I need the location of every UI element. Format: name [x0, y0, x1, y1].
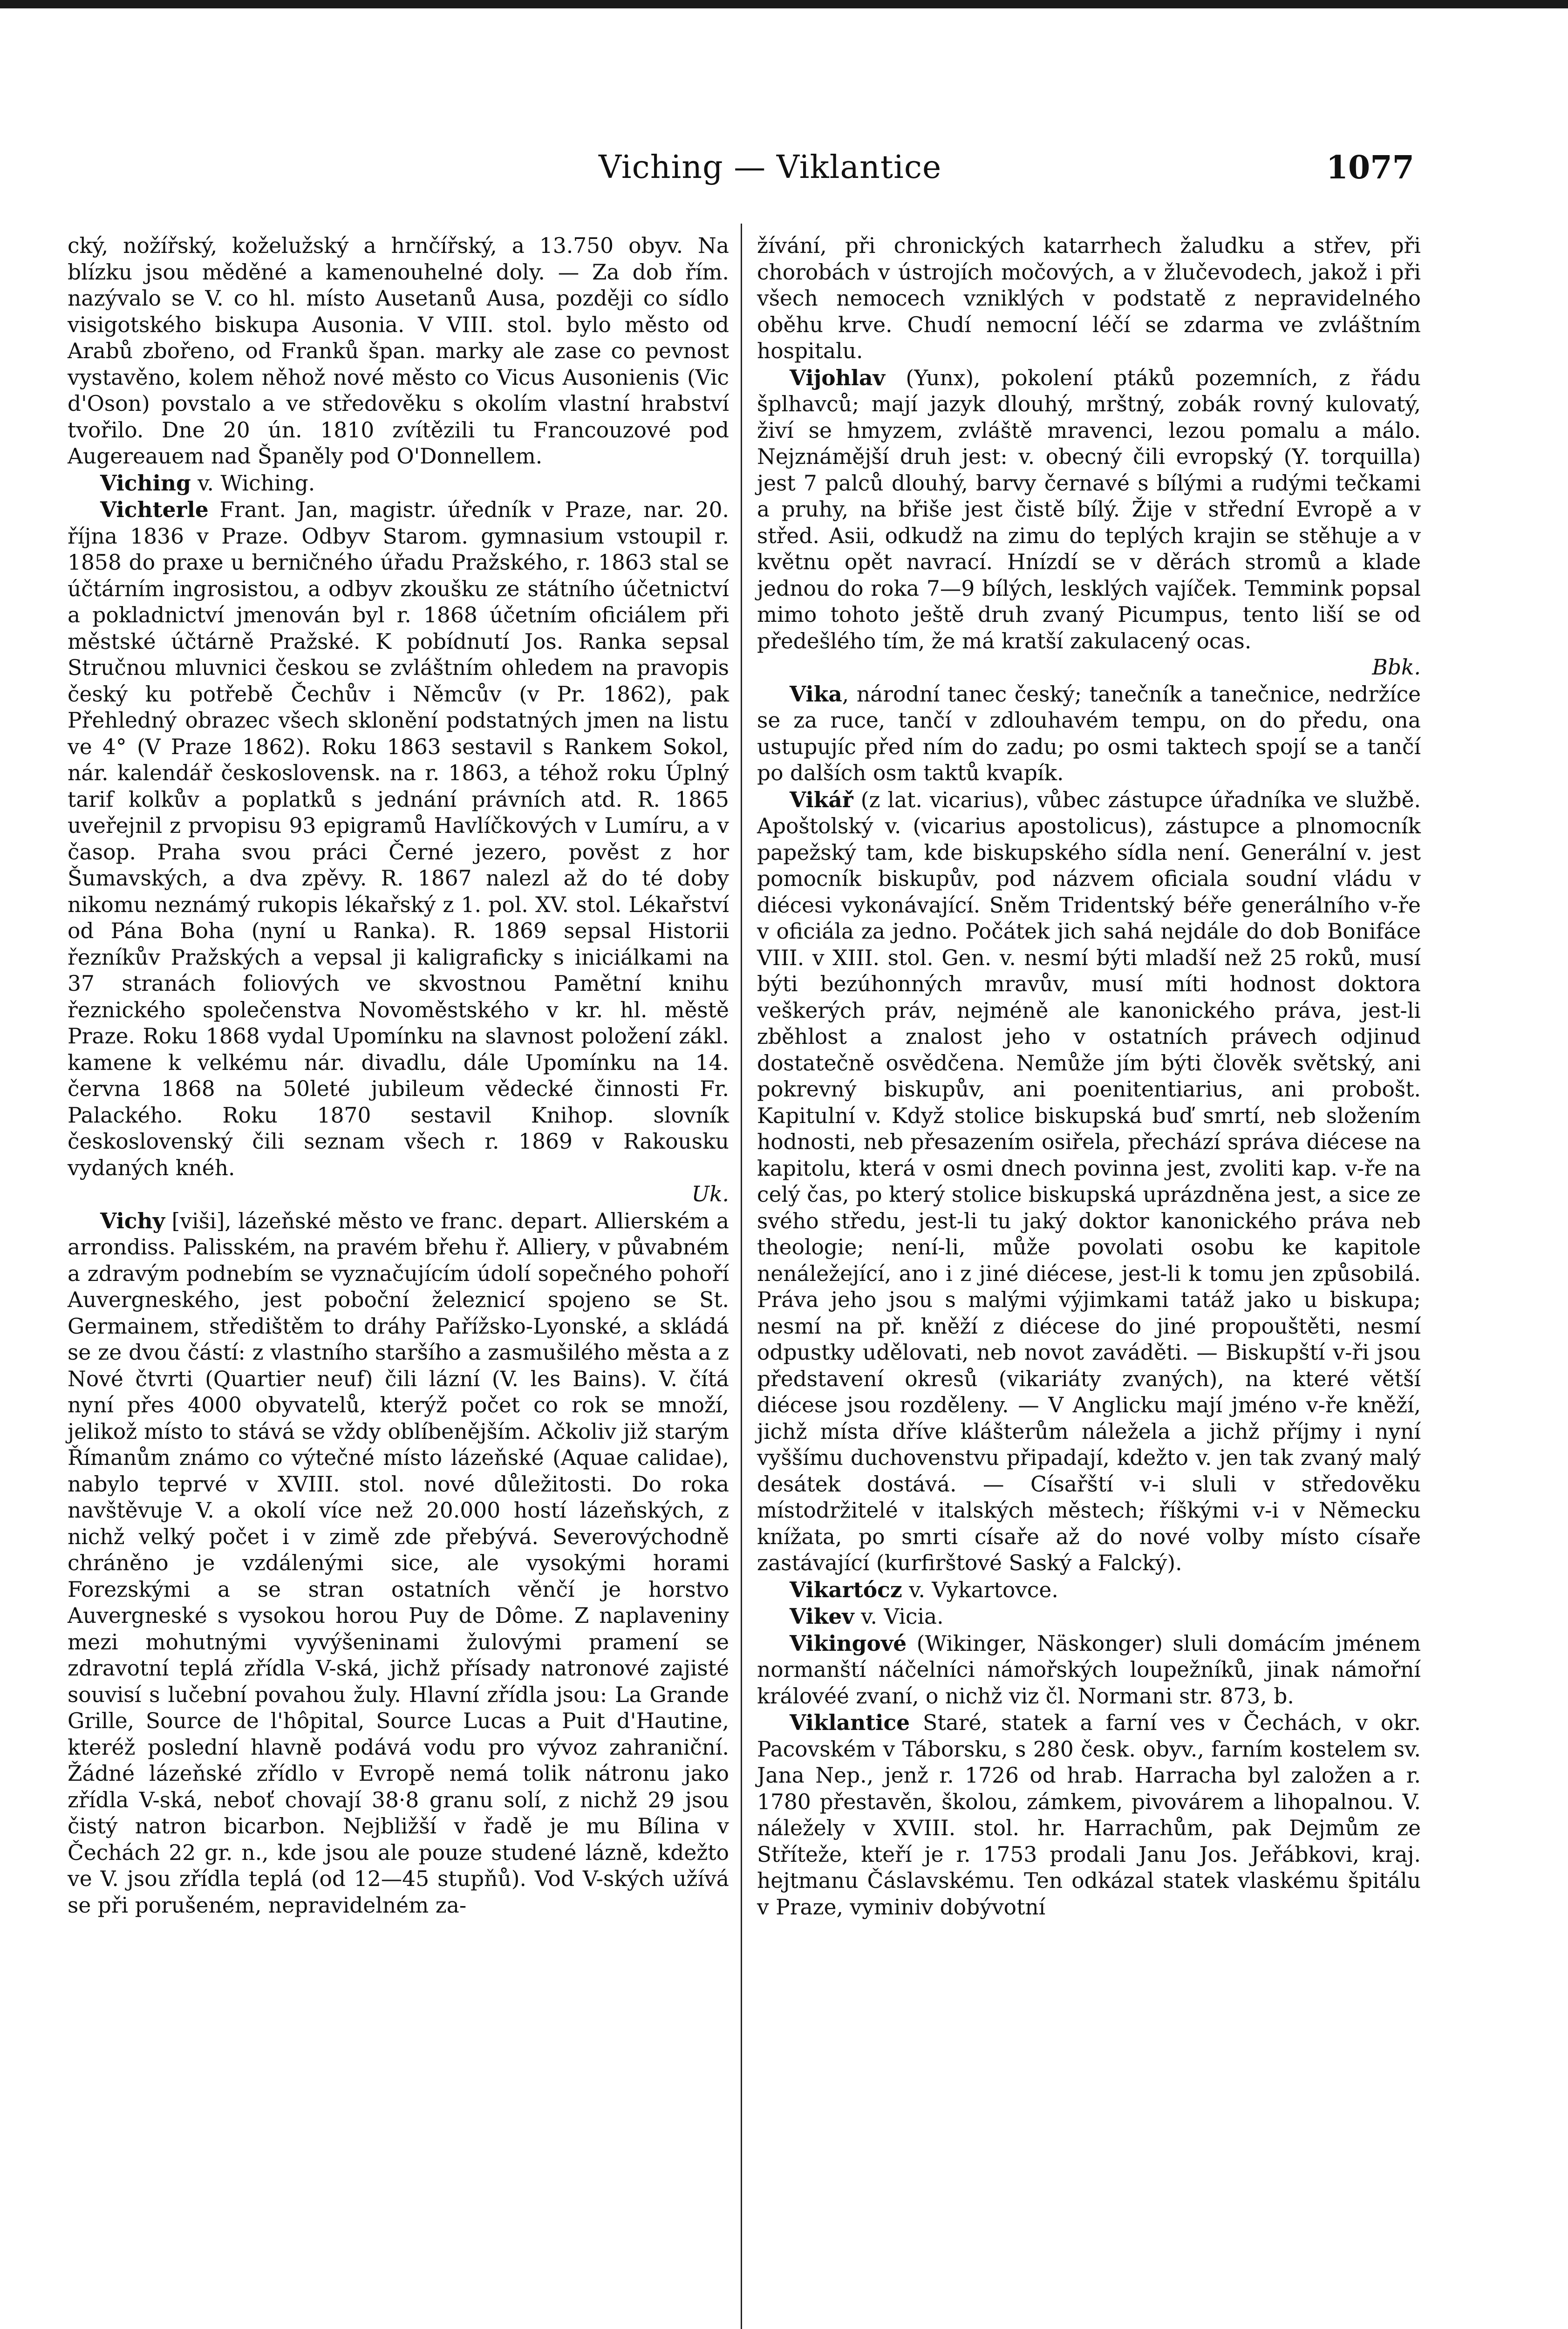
author-signature: Bbk. [1372, 655, 1421, 680]
right-column [757, 233, 1421, 1920]
scan-edge [0, 0, 1568, 8]
entry-vijohlav [757, 365, 1421, 681]
headword: Vichterle [100, 497, 209, 522]
entry-text: [viši], lázeňské město ve franc. depart. Allierském a arrondiss. Palisském, na pravém břehu ř. Alliery, v půvabném a zdravým podnebím se vyznačujícím údolí sopečného pohoří Auvergneského, jest poboční železnicí spojeno se St. Germainem, středištěm to dráhy Pařížsko-Lyonské, a skládá se ze dvou částí: z vlastního staršího a zasmušilého města a z Nové čtvrti (Quartier neuf) čili lázní (V. les Bains). V. čítá nyní přes 4000 obyvatelů, kterýž počet co rok se množí, jelikož místo to stává se vždy oblíbenějším. Ačkoliv již starým Římanům známo co výtečné místo lázeňské (Aquae calidae), nabylo teprvé v XVIII. stol. nové důležitosti. Do roka navštěvuje V. a okolí více než 20.000 hostí lázeňských, z nichž velký počet i v zimě zde přebývá. Severovýchodně chráněno je vzdálenými sice, ale vysokými horami Forezskými a se stran ostatních věnčí je horstvo Auvergneské s vysokou horou Puy de Dôme. Z naplaveniny mezi mohutnými vyvýšeninami žulovými pramení se zdravotní teplá zřídla V-ská, jichž přísady natronové zajisté souvisí s lučební povahou žuly. Hlavní zřídla jsou: La Grande Grille, Source de l'hôpital, Source Lucas a Puit d'Hautine, kteréž poslední hlavně podává vodu pro vývoz zahraniční. Žádné lázeňské zřídlo v Evropě nemá tolik nátronu jako zřídla V-ská, neboť chovají 38·8 granu solí, z nichž 29 jsou čistý natron bicarbon. Nejbližší v řadě je mu Bílina v Čechách 22 gr. n., kde jsou ale pouze studené lázně, kdežto ve V. jsou zřídla teplá (od 12—45 stupňů). Vod V-ských užívá se při porušeném, nepravidelném za- [68, 1208, 729, 1918]
entry-text: (Wikinger, Näskonger) sluli domácím jménem normanští náčelníci námořských loupežníků, jinak námořní královéé zvaní, o nichž viz čl. Normani str. 873, b. [757, 1631, 1421, 1709]
entry-text: v. Vykartovce. [902, 1577, 1058, 1602]
headword: Viching [100, 470, 191, 496]
entry-vichterle [68, 497, 729, 1208]
headword: Vikartócz [790, 1577, 902, 1602]
entry-text: Staré, statek a farní ves v Čechách, v okr. Pacovském v Táborsku, s 280 česk. obyv., farním kostelem sv. Jana Nep., jenž r. 1726 od hrab. Harracha byl založen a r. 1780 přestavěn, školou, zámkem, pivovárem a lihopalnou. V. náležely v XVIII. stol. hr. Harrachům, pak Dejmům ze Stříteže, kteří je r. 1753 prodali Janu Jos. Jeřábkovi, kraj. hejtmanu Čáslavskému. Ten odkázal statek vlaskému špitálu v Praze, vyminiv dobývotní [757, 1710, 1421, 1920]
headword: Vikev [790, 1604, 854, 1629]
running-head: Viching — Viklantice [599, 149, 942, 186]
headword: Vika [790, 681, 842, 707]
entry-viching [68, 470, 729, 497]
continued-paragraph: žívání, při chronických katarrhech žaludku a střev, při chorobách v ústrojích močových, a v žlučevodech, jakož i při všech nemocech vzniklých v podstatě z nepravidelného oběhu krve. Chudí nemocní léčí se zdarma ve zvláštním hospitalu. [757, 233, 1421, 363]
headword: Vikář [790, 787, 853, 812]
entry-text: (z lat. vicarius), vůbec zástupce úřadníka ve službě. Apoštolský v. (vicarius apostolicus), zástupce a plnomocník papežský tam, kde biskupského sídla není. Generální v. jest pomocník biskupův, pod názvem oficiala soudní vládu v diécesi vykonávající. Sněm Tridentský béře generálního v-ře v oficiála za jedno. Počátek jich sahá nejdále do dob Bonifáce VIII. v XIII. stol. Gen. v. nesmí býti mladší než 25 roků, musí býti bezúhonných mravův, musí míti hodnost doktora veškerých práv, nejméně ale kanonického práva, jest-li zběhlost a znalost jeho v ostatních právech odjinud dostatečně osvědčena. Nemůže jím býti člověk světský, ani pokrevný biskupův, ani poenitentiarius, ani probošt. Kapitulní v. Když stolice biskupská buď smrtí, neb složením hodnosti, neb přesazením osiřela, přechází správa diécese na kapitolu, která v osmi dnech povinna jest, zvoliti kap. v-ře na celý čas, po který stolice biskupská uprázdněna jest, a sice ze svého středu, jest-li tu jaký doktor kanonického práva neb theologie; není-li, může povolati osobu ke kapitole nenáležející, ano i z jiné diécese, jest-li k tomu jen způsobilá. Práva jeho jsou s malými výjimkami tatáž jako u biskupa; nesmí na př. kněží z diécese do jiné propouštěti, nesmí odpustky udělovati, neb novot zaváděti. — Biskupští v-ři jsou představení okresů (vikariáty zvaných), na které větší diécese jsou rozděleny. — V Anglicku mají jméno v-ře kněží, jichž místa dříve klášterům náležela a jichž příjmy i nyní vyššímu duchovenstvu připadají, kdežto v. jen tak zvaný malý desátek dostává. — Císařští v-i sluli v středověku místodržitelé v italských městech; říškými v-i v Německu knížata, po smrti císaře až do nové volby místo císaře zastávající (kurfirštové Saský a Falcký). [757, 787, 1421, 1575]
left-column [68, 233, 729, 1919]
entry-text: v. Wiching. [191, 470, 315, 496]
entry-vikingove [757, 1630, 1421, 1710]
continued-paragraph: cký, nožířský, koželužský a hrnčířský, a 13.750 obyv. Na blízku jsou měděné a kamenouhelné doly. — Za dob řím. nazývalo se V. co hl. místo Ausetanů Ausa, později co sídlo visigotského biskupa Ausonia. V VIII. stol. bylo město od Arabů zbořeno, od Franků špan. marky ale zase co pevnost vystavěno, kolem něhož nové město co Vicus Ausonienis (Vic d'Oson) povstalo a ve středověku s okolím vlastní hrabství tvořilo. Dne 20 ún. 1810 zvítězili tu Francouzové pod Augereauem nad Španěly pod O'Donnellem. [68, 233, 729, 469]
entry-vikev [757, 1603, 1421, 1630]
entry-vika [757, 681, 1421, 787]
entry-text: Frant. Jan, magistr. úředník v Praze, nar. 20. října 1836 v Praze. Odbyv Starom. gymnasium vstoupil r. 1858 do praxe u berničného úřadu Pražského, r. 1863 stal se účtárním ingrosistou, a odbyv zkoušku ze státního účetnictví a pokladnictví jmenován byl r. 1868 účetním oficiálem při městské účtárně Pražské. K pobídnutí Jos. Ranka sepsal Stručnou mluvnici českou se zvláštním ohledem na pravopis český ku potřebě Čechův i Němcův (v Pr. 1862), pak Přehledný obrazec všech sklonění podstatných jmen na listu ve 4° (V Praze 1862). Roku 1863 sestavil s Rankem Sokol, nár. kalendář československ. na r. 1863, a téhož roku Úplný tarif kolkův a poplatků s jednání právních atd. R. 1865 uveřejnil z prvopisu 93 epigramů Havlíčkových v Lumíru, a v časop. Praha svou práci Černé jezero, pověst z hor Šumavských, a dva zpěvy. R. 1867 nalezl až do té doby nikomu neznámý rukopis lékařský z 1. pol. XV. stol. Lékařství od Pána Boha (nyní u Ranka). R. 1869 sepsal Historii řezníkův Pražských a vepsal ji kaligraficky s iniciálkami na 37 stranách foliových ve skvostnou Pamětní knihu řeznického společenstva Novoměstského v kr. hl. městě Praze. Roku 1868 vydal Upomínku na slavnost položení zákl. kamene k velkému nár. divadlu, dále Upomínku na 14. června 1868 na 50leté jubileum vědecké činnosti Fr. Palackého. Roku 1870 sestavil Knihop. slovník československý čili seznam všech r. 1869 v Rakousku vydaných knéh. [68, 497, 729, 1180]
author-signature: Uk. [691, 1182, 729, 1206]
entry-vichy [68, 1208, 729, 1919]
entry-text: (Yunx), pokolení ptáků pozemních, z řádu šplhavců; mají jazyk dlouhý, mrštný, zobák rovný kulovatý, živí se hmyzem, zvláště mravenci, lezou pomalu a málo. Nejznámější druh jest: v. obecný čili evropský (Y. torquilla) jest 7 palců dlouhý, barvy černavé s bílými a rudými tečkami a pruhy, na břiše jest čistě bílý. Žije v střední Evropě a v střed. Asii, odkudž na zimu do teplých krajin se stěhuje a v květnu opět navrací. Hnízdí se v děrách stromů a klade jednou do roka 7—9 bílých, lesklých vajíček. Temmink popsal mimo tohoto ještě druh zvaný Picumpus, tento liší se od předešlého tím, že má kratší zakulacený ocas. [757, 365, 1421, 654]
entry-vikar [757, 787, 1421, 1577]
entry-viklantice [757, 1709, 1421, 1920]
column-rule [741, 224, 742, 2329]
headword: Vichy [100, 1208, 165, 1233]
entry-vikartocz [757, 1577, 1421, 1604]
page-number: 1077 [1326, 149, 1414, 186]
entry-text: v. Vicia. [854, 1604, 944, 1629]
headword: Viklantice [790, 1710, 910, 1735]
headword: Vijohlav [790, 365, 885, 390]
entry-text: , národní tanec český; tanečník a tanečnice, nedržíce se za ruce, tančí v zdlouhavém tempu, on do předu, ona ustupujíc před ním do zadu; po osmi taktech spojí se a tančí po dalších osm taktů kvapík. [757, 681, 1421, 785]
headword: Vikingové [790, 1630, 907, 1656]
